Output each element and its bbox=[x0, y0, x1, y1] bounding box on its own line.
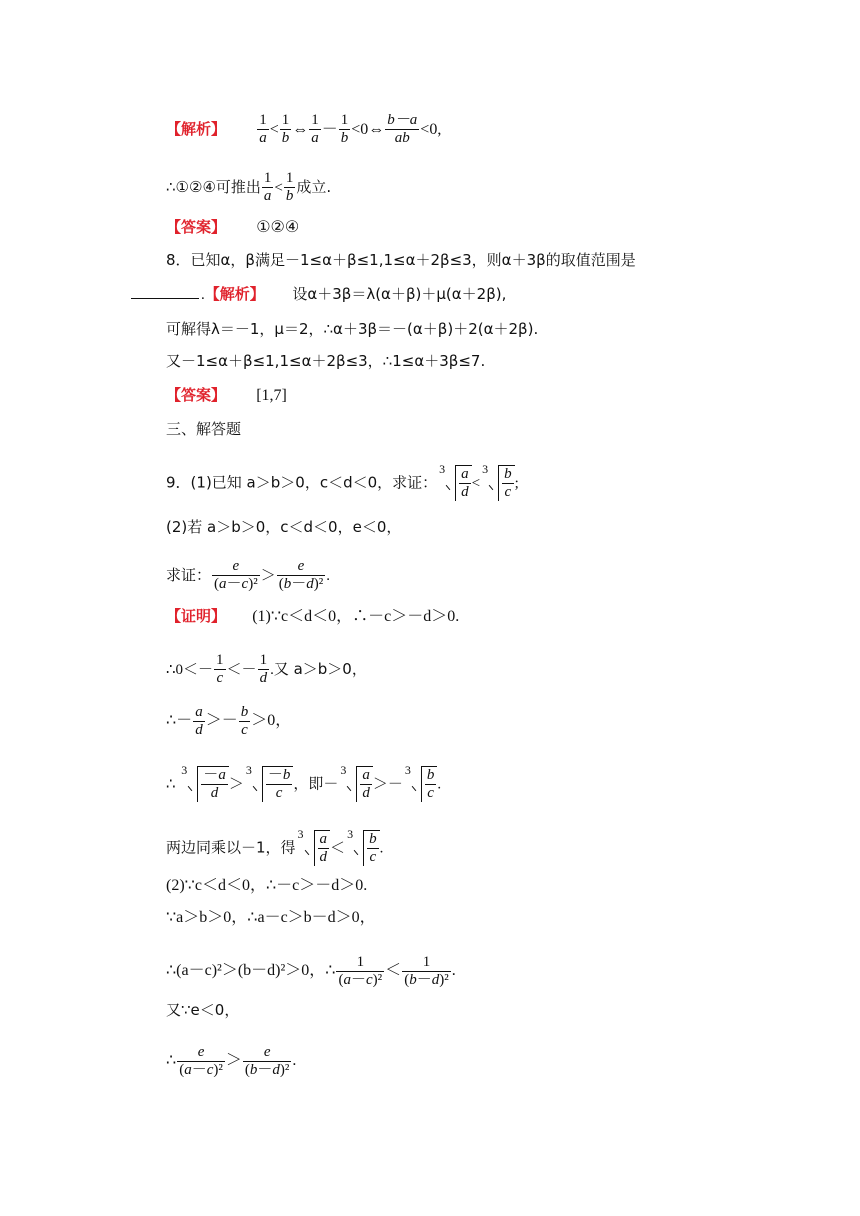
fraction: $\frac{b}{c}$ bbox=[240, 704, 249, 738]
fraction: $\frac{1}{\text{(b－d)²}}$ bbox=[404, 954, 449, 988]
fraction: $\frac{1}{d}$ bbox=[259, 652, 268, 686]
cube-root: 3 $\frac{a}{d}$ bbox=[441, 465, 472, 501]
proof-line4: ∴ 3 $\frac{-a}{d}$ ＞ 3 $\frac{-b}{c}$ ，即－ 3 $\frac{a}{d}$ ＞－ 3 $\frac{b}{c}$ . bbox=[166, 763, 442, 801]
proof-p2-line3-prefix: ∴(a－c)²＞(b－d)²＞0，∴ bbox=[166, 962, 336, 980]
proof-line2: ∴0＜－ $\frac{1}{c}$ ＜－ $\frac{1}{d}$ .又 a＞b＞0， bbox=[166, 652, 367, 686]
q8-answer-value: [1,7] bbox=[256, 387, 287, 404]
q8-line2-text: 可解得λ＝－1，μ＝2，∴α＋3β＝－(α＋β)＋2(α＋2β). bbox=[166, 320, 539, 338]
q7-answer-line bbox=[166, 217, 299, 238]
fraction: $\frac{1}{a}$ bbox=[311, 112, 319, 146]
fraction: $\frac{1}{b}$ bbox=[285, 170, 294, 204]
q8-line2 bbox=[166, 319, 538, 339]
proof-p2-line4 bbox=[166, 1000, 239, 1020]
proof-p1-line2-prefix: ∴0＜－ bbox=[166, 662, 214, 678]
answer-tag: 【答案】 bbox=[166, 386, 227, 404]
q8-stem bbox=[166, 250, 636, 270]
cube-root: 3 $\frac{a}{d}$ bbox=[342, 766, 373, 802]
cube-root: 3 $\frac{b}{c}$ bbox=[349, 830, 380, 866]
q7-conclusion-prefix: ∴①②④可推出 bbox=[166, 178, 261, 196]
section-heading bbox=[166, 419, 241, 439]
fraction: $\frac{1}{c}$ bbox=[216, 652, 224, 686]
q7-conclusion-suffix: 成立. bbox=[296, 178, 332, 196]
q8-line3 bbox=[166, 351, 485, 371]
proof-p2-line4-text: 又∵e＜0， bbox=[166, 1001, 240, 1019]
q9-part1-line: 9．(1)已知 a＞b＞0，c＜d＜0，求证： 3 $\frac{a}{d}$ < 3 $\frac{b}{c}$ ; bbox=[166, 462, 519, 500]
fraction: $\frac{1}{\text{(a－c)²}}$ bbox=[338, 954, 383, 988]
proof-p1-line1-text: (1)∵c＜d＜0，∴－c＞－d＞0. bbox=[252, 608, 460, 625]
proof-line1 bbox=[166, 606, 459, 627]
q7-conclusion-line: ∴①②④可推出 $\frac{1}{a}$ < $\frac{1}{b}$ 成立. bbox=[166, 170, 332, 204]
answer-tag: 【答案】 bbox=[166, 218, 227, 236]
fraction: $\frac{e}{\text{(a－c)²}}$ bbox=[214, 558, 258, 592]
q7-analysis-line: 【解析】 $\frac{1}{a}$ < $\frac{1}{b}$ ⇔ $\frac{1}{a}$ － $\frac{1}{b}$ <0⇔ $\frac{b-a}{ab}$ <0, bbox=[166, 112, 442, 146]
cube-root: 3 $\frac{-a}{d}$ bbox=[183, 766, 229, 802]
analysis-tag: 【解析】 bbox=[166, 120, 227, 138]
proof-p2-line2 bbox=[166, 908, 376, 928]
prove-label: 求证： bbox=[166, 566, 212, 584]
q9-prove-line: 求证： $\frac{e}{\text{(a－c)²}}$ ＞ $\frac{e}{\text{(b－d)²}}$ . bbox=[166, 558, 330, 592]
fraction: $\frac{a}{d}$ bbox=[195, 704, 203, 738]
analysis-tag: 【解析】 bbox=[204, 285, 265, 303]
fraction: $\frac{1}{a}$ bbox=[259, 112, 267, 146]
q9-part2-text: (2)若 a＞b＞0，c＜d＜0，e＜0， bbox=[166, 518, 402, 536]
fraction: $\frac{1}{b}$ bbox=[281, 112, 290, 146]
section-heading-text: 三、解答题 bbox=[166, 420, 242, 438]
cube-root: 3 $\frac{b}{c}$ bbox=[407, 766, 438, 802]
cube-root: 3 $\frac{a}{d}$ bbox=[300, 830, 331, 866]
fraction: $\frac{e}{\text{(b－d)²}}$ bbox=[278, 558, 324, 592]
q8-line3-text: 又－1≤α＋β≤1,1≤α＋2β≤3，∴1≤α＋3β≤7. bbox=[166, 352, 486, 370]
proof-p2-line5: ∴ $\frac{e}{\text{(a－c)²}}$ ＞ $\frac{e}{\text{(b－d)²}}$ . bbox=[166, 1044, 297, 1078]
q8-analysis-text: 设α＋3β＝λ(α＋β)＋μ(α＋2β), bbox=[292, 285, 507, 303]
proof-p2-line1 bbox=[166, 876, 367, 896]
q9-part2-line bbox=[166, 517, 401, 537]
fraction: $\frac{e}{\text{(b－d)²}}$ bbox=[244, 1044, 290, 1078]
q8-stem-text: 8．已知α，β满足－1≤α＋β≤1,1≤α＋2β≤3，则α＋3β的取值范围是 bbox=[166, 251, 636, 269]
fraction: $\frac{b-a}{ab}$ bbox=[387, 112, 418, 146]
proof-tag: 【证明】 bbox=[166, 607, 227, 625]
q7-answer-value: ①②④ bbox=[256, 219, 300, 236]
q8-answer-line bbox=[166, 385, 287, 406]
cube-root: 3 $\frac{b}{c}$ bbox=[484, 465, 515, 501]
proof-p2-line2-text: ∵a＞b＞0，∴a－c＞b－d＞0， bbox=[166, 909, 376, 926]
proof-p1-line5-prefix: 两边同乘以－1，得 bbox=[166, 838, 296, 857]
q9-part1-text: 9．(1)已知 a＞b＞0，c＜d＜0，求证： bbox=[166, 473, 438, 492]
fraction: $\frac{e}{\text{(a－c)²}}$ bbox=[179, 1044, 223, 1078]
q8-analysis-line: .【解析】 设α＋3β＝λ(α＋β)＋μ(α＋2β), bbox=[131, 284, 506, 305]
answer-blank bbox=[131, 298, 199, 299]
proof-line5: 两边同乘以－1，得 3 $\frac{a}{d}$ ＜ 3 $\frac{b}{c}$ . bbox=[166, 827, 384, 865]
cube-root: 3 $\frac{-b}{c}$ bbox=[248, 766, 294, 802]
fraction: $\frac{1}{b}$ bbox=[340, 112, 349, 146]
fraction: $\frac{1}{a}$ bbox=[263, 170, 272, 204]
proof-p2-line1-text: (2)∵c＜d＜0，∴－c＞－d＞0. bbox=[166, 877, 368, 894]
proof-p2-line3: ∴(a－c)²＞(b－d)²＞0，∴ $\frac{1}{\text{(a－c)²}}$ ＜ $\frac{1}{\text{(b－d)²}}$ . bbox=[166, 954, 456, 988]
proof-p1-line4-mid: 即－ bbox=[308, 774, 339, 793]
proof-p1-line2-suffix: 又 a＞b＞0， bbox=[273, 660, 367, 678]
proof-line3: ∴－ $\frac{a}{d}$ ＞－ $\frac{b}{c}$ ＞0， bbox=[166, 704, 292, 738]
